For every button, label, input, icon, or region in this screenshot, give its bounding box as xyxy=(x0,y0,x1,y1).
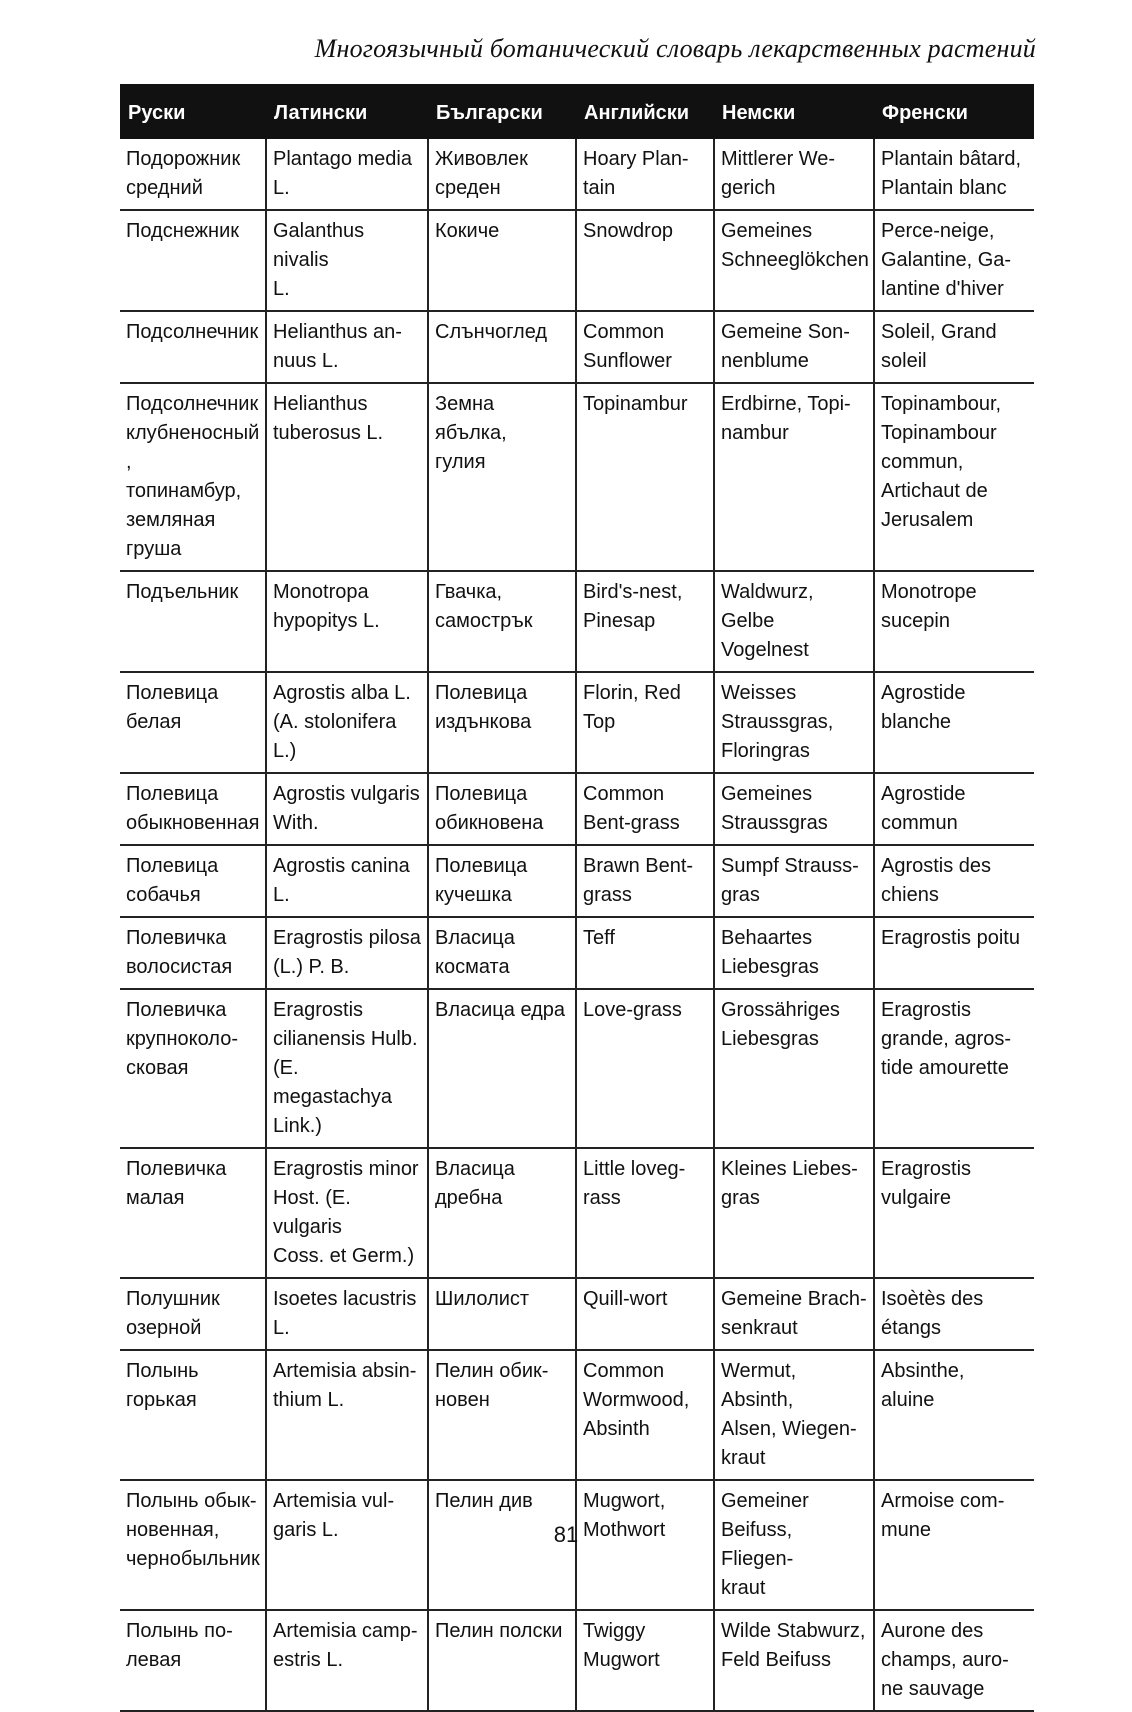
cell-latin xyxy=(266,311,428,383)
cell-latin xyxy=(266,210,428,311)
cell-french xyxy=(874,845,1034,917)
cell-bulgarian xyxy=(428,1278,576,1350)
cell-german xyxy=(714,773,874,845)
cell-text: Isoetes lacustris L. xyxy=(273,1288,417,1339)
cell-text: Bird's-nest, Pinesap xyxy=(583,581,683,632)
cell-latin xyxy=(266,773,428,845)
cell-english xyxy=(576,672,714,773)
cell-german xyxy=(714,210,874,311)
cell-text: Полевица белая xyxy=(126,682,219,733)
cell-text: Гвачка, самострък xyxy=(435,581,533,632)
cell-english xyxy=(576,989,714,1148)
cell-text: Подсолнечник xyxy=(126,321,259,343)
cell-latin xyxy=(266,1350,428,1480)
cell-text: Полевичка малая xyxy=(126,1158,227,1209)
cell-text: Agrostis vulgaris With. xyxy=(273,783,420,834)
cell-german xyxy=(714,1610,874,1711)
cell-text: Common Sunflower xyxy=(583,321,672,372)
cell-german xyxy=(714,1148,874,1278)
cell-text: Agrostis alba L. (A. stolonifera L.) xyxy=(273,682,411,762)
table-row xyxy=(120,1148,1034,1278)
cell-russian xyxy=(120,383,266,571)
column-header-german: Немски xyxy=(714,84,874,139)
table-row xyxy=(120,989,1034,1148)
cell-text: Подсолнечник клубненосный, топинамбур, земляная груша xyxy=(126,393,260,560)
cell-text: Полевица обикновена xyxy=(435,783,544,834)
cell-text: Шилолист xyxy=(435,1288,530,1310)
cell-german xyxy=(714,571,874,672)
cell-french xyxy=(874,1148,1034,1278)
cell-text: Eragrostis minor Host. (E. vulgaris Coss. et Germ.) xyxy=(273,1158,419,1267)
cell-english xyxy=(576,1148,714,1278)
cell-french xyxy=(874,210,1034,311)
cell-russian xyxy=(120,139,266,210)
cell-text: Behaartes Liebesgras xyxy=(721,927,819,978)
cell-german xyxy=(714,845,874,917)
table-row xyxy=(120,845,1034,917)
cell-russian xyxy=(120,1278,266,1350)
table-row xyxy=(120,1278,1034,1350)
cell-bulgarian xyxy=(428,845,576,917)
cell-text: Полевица издънкова xyxy=(435,682,532,733)
cell-english xyxy=(576,571,714,672)
cell-text: Topinambour, Topinambour commun, Artichaut de Jerusalem xyxy=(881,393,1002,531)
cell-text: Sumpf Strauss- gras xyxy=(721,855,859,906)
cell-text: Waldwurz, Gelbe Vogelnest xyxy=(721,581,814,661)
cell-text: Plantago media L. xyxy=(273,148,412,199)
cell-latin xyxy=(266,845,428,917)
cell-text: Helianthus tuberosus L. xyxy=(273,393,384,444)
cell-text: Полевица собачья xyxy=(126,855,219,906)
table-body xyxy=(120,139,1034,1711)
table-row xyxy=(120,210,1034,311)
cell-bulgarian xyxy=(428,1610,576,1711)
cell-text: Weisses Straussgras, Floringras xyxy=(721,682,834,762)
cell-french xyxy=(874,311,1034,383)
table-row xyxy=(120,917,1034,989)
page-number: 81 xyxy=(553,1522,579,1547)
cell-bulgarian xyxy=(428,1148,576,1278)
cell-text: Artemisia vul- garis L. xyxy=(273,1490,395,1541)
cell-text: Wermut, Absinth, Alsen, Wiegen- kraut xyxy=(721,1360,857,1469)
cell-text: Gemeine Brach- senkraut xyxy=(721,1288,867,1339)
cell-text: Полушник озерной xyxy=(126,1288,220,1339)
cell-text: Hoary Plan- tain xyxy=(583,148,689,199)
cell-text: Armoise com- mune xyxy=(881,1490,1005,1541)
cell-text: Земна ябълка, гулия xyxy=(435,393,507,473)
cell-text: Aurone des champs, auro- ne sauvage xyxy=(881,1620,1009,1700)
cell-text: Kleines Liebes- gras xyxy=(721,1158,858,1209)
cell-text: Agrostis canina L. xyxy=(273,855,410,906)
dictionary-table xyxy=(120,84,1034,1712)
cell-text: Brawn Bent- grass xyxy=(583,855,694,906)
cell-german xyxy=(714,989,874,1148)
column-header-bulgarian: Български xyxy=(428,84,576,139)
table-row xyxy=(120,571,1034,672)
cell-latin xyxy=(266,383,428,571)
cell-german xyxy=(714,139,874,210)
cell-bulgarian xyxy=(428,989,576,1148)
cell-russian xyxy=(120,1610,266,1711)
cell-text: Полевица кучешка xyxy=(435,855,528,906)
cell-text: Plantain bâtard, Plantain blanc xyxy=(881,148,1022,199)
cell-text: Gemeiner Beifuss, Fliegen- kraut xyxy=(721,1490,809,1599)
column-header-latin: Латински xyxy=(266,84,428,139)
cell-text: Пелин обик- новен xyxy=(435,1360,549,1411)
cell-bulgarian xyxy=(428,672,576,773)
cell-russian xyxy=(120,571,266,672)
cell-bulgarian xyxy=(428,311,576,383)
cell-text: Власица дребна xyxy=(435,1158,515,1209)
cell-text: Wilde Stabwurz, Feld Beifuss xyxy=(721,1620,866,1671)
cell-text: Подорожник средний xyxy=(126,148,241,199)
cell-text: Полевичка волосистая xyxy=(126,927,233,978)
cell-russian xyxy=(120,1350,266,1480)
cell-french xyxy=(874,1350,1034,1480)
cell-text: Eragrostis cilianensis Hulb. (E. megastachya Link.) xyxy=(273,999,418,1137)
cell-french xyxy=(874,383,1034,571)
cell-text: Eragrostis grande, agros- tide amourette xyxy=(881,999,1012,1079)
cell-text: Artemisia absin- thium L. xyxy=(273,1360,417,1411)
cell-text: Подъельник xyxy=(126,581,239,603)
cell-latin xyxy=(266,989,428,1148)
cell-text: Кокиче xyxy=(435,220,500,242)
cell-text: Common Bent-grass xyxy=(583,783,680,834)
cell-french xyxy=(874,139,1034,210)
cell-text: Galanthus nivalis L. xyxy=(273,220,365,300)
cell-bulgarian xyxy=(428,917,576,989)
cell-text: Подснежник xyxy=(126,220,240,242)
cell-text: Власица едра xyxy=(435,999,566,1021)
cell-german xyxy=(714,383,874,571)
cell-english xyxy=(576,139,714,210)
cell-text: Common Wormwood, Absinth xyxy=(583,1360,690,1440)
cell-english xyxy=(576,773,714,845)
cell-bulgarian xyxy=(428,1350,576,1480)
cell-text: Mugwort, Mothwort xyxy=(583,1490,666,1541)
cell-text: Полевичка крупноколо- сковая xyxy=(126,999,238,1079)
cell-text: Agrostis des chiens xyxy=(881,855,992,906)
cell-text: Monotrope sucepin xyxy=(881,581,977,632)
cell-text: Agrostide commun xyxy=(881,783,966,834)
running-header: Многоязычный ботанический словарь лекарственных растений xyxy=(314,34,1036,63)
cell-latin xyxy=(266,1278,428,1350)
cell-french xyxy=(874,1610,1034,1711)
cell-text: Helianthus an- nuus L. xyxy=(273,321,402,372)
cell-french xyxy=(874,1278,1034,1350)
cell-german xyxy=(714,1278,874,1350)
table-row xyxy=(120,1350,1034,1480)
cell-text: Полевица обыкновенная xyxy=(126,783,260,834)
cell-text: Snowdrop xyxy=(583,220,674,242)
cell-russian xyxy=(120,773,266,845)
cell-text: Gemeine Son- nenblume xyxy=(721,321,850,372)
cell-latin xyxy=(266,139,428,210)
table-row xyxy=(120,773,1034,845)
cell-russian xyxy=(120,672,266,773)
cell-latin xyxy=(266,1148,428,1278)
table-row xyxy=(120,672,1034,773)
cell-text: Полынь обык- новенная, чернобыльник xyxy=(126,1490,260,1570)
cell-text: Mittlerer We- gerich xyxy=(721,148,836,199)
cell-english xyxy=(576,210,714,311)
cell-german xyxy=(714,672,874,773)
cell-bulgarian xyxy=(428,139,576,210)
cell-text: Gemeines Straussgras xyxy=(721,783,828,834)
cell-text: Eragrostis vulgaire xyxy=(881,1158,972,1209)
cell-text: Gemeines Schneeglökchen xyxy=(721,220,869,271)
cell-text: Eragrostis pilosa (L.) P. B. xyxy=(273,927,421,978)
cell-text: Isoètès des étangs xyxy=(881,1288,984,1339)
cell-text: Little loveg- rass xyxy=(583,1158,686,1209)
cell-english xyxy=(576,311,714,383)
cell-text: Love-grass xyxy=(583,999,682,1021)
dictionary-table-container xyxy=(120,84,1034,1712)
cell-text: Perce-neige, Galantine, Ga- lantine d'hiver xyxy=(881,220,1012,300)
cell-russian xyxy=(120,845,266,917)
cell-bulgarian xyxy=(428,773,576,845)
cell-english xyxy=(576,1278,714,1350)
cell-text: Absinthe, aluine xyxy=(881,1360,965,1411)
cell-english xyxy=(576,1610,714,1711)
cell-russian xyxy=(120,1148,266,1278)
cell-french xyxy=(874,917,1034,989)
cell-russian xyxy=(120,989,266,1148)
cell-english xyxy=(576,917,714,989)
cell-text: Agrostide blanche xyxy=(881,682,966,733)
cell-bulgarian xyxy=(428,571,576,672)
cell-english xyxy=(576,845,714,917)
cell-german xyxy=(714,1350,874,1480)
column-header-french: Френски xyxy=(874,84,1034,139)
cell-french xyxy=(874,989,1034,1148)
cell-text: Teff xyxy=(583,927,615,949)
cell-french xyxy=(874,571,1034,672)
cell-text: Twiggy Mugwort xyxy=(583,1620,660,1671)
cell-russian xyxy=(120,210,266,311)
table-row xyxy=(120,139,1034,210)
cell-text: Erdbirne, Topi- nambur xyxy=(721,393,851,444)
cell-english xyxy=(576,383,714,571)
cell-text: Пелин полски xyxy=(435,1620,563,1642)
header-row xyxy=(120,84,1034,139)
cell-text: Topinambur xyxy=(583,393,688,415)
cell-text: Monotropa hypopitys L. xyxy=(273,581,380,632)
cell-english xyxy=(576,1350,714,1480)
cell-bulgarian xyxy=(428,383,576,571)
cell-text: Quill-wort xyxy=(583,1288,668,1310)
table-row xyxy=(120,311,1034,383)
cell-text: Живовлек среден xyxy=(435,148,528,199)
cell-text: Пелин див xyxy=(435,1490,533,1512)
cell-text: Власица космата xyxy=(435,927,515,978)
cell-text: Grossähriges Liebesgras xyxy=(721,999,840,1050)
cell-latin xyxy=(266,571,428,672)
cell-text: Полынь горькая xyxy=(126,1360,199,1411)
cell-bulgarian xyxy=(428,210,576,311)
column-header-russian: Руски xyxy=(120,84,266,139)
table-header xyxy=(120,84,1034,139)
cell-russian xyxy=(120,917,266,989)
cell-latin xyxy=(266,917,428,989)
cell-text: Artemisia camp- estris L. xyxy=(273,1620,418,1671)
cell-text: Eragrostis poitu xyxy=(881,927,1020,949)
cell-german xyxy=(714,917,874,989)
cell-text: Florin, Red Top xyxy=(583,682,681,733)
table-row xyxy=(120,383,1034,571)
cell-latin xyxy=(266,1610,428,1711)
cell-text: Полынь по- левая xyxy=(126,1620,233,1671)
column-header-english: Английски xyxy=(576,84,714,139)
table-row xyxy=(120,1610,1034,1711)
cell-russian xyxy=(120,311,266,383)
cell-french xyxy=(874,773,1034,845)
cell-latin xyxy=(266,672,428,773)
cell-text: Слънчоглед xyxy=(435,321,548,343)
cell-text: Soleil, Grand soleil xyxy=(881,321,997,372)
cell-french xyxy=(874,672,1034,773)
cell-german xyxy=(714,311,874,383)
